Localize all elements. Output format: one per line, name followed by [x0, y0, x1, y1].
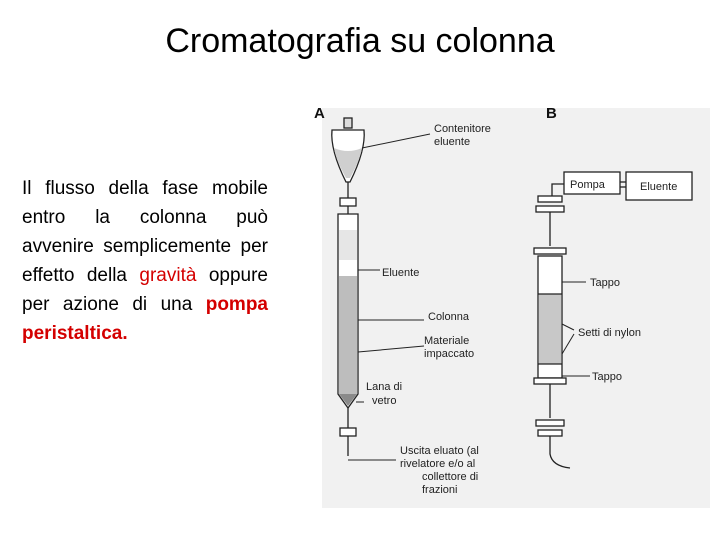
bottom-fitting-2 — [538, 430, 562, 436]
packed-material — [339, 276, 357, 394]
slide-title: Cromatografia su colonna — [165, 22, 555, 60]
funnel-stopcock — [340, 198, 356, 206]
label-container-2: eluente — [434, 136, 471, 148]
diagram-svg — [300, 98, 710, 508]
label-outlet-2: rivelatore e/o al — [400, 458, 476, 470]
label-packed-2: impaccato — [424, 348, 475, 360]
paragraph-text-2: oppure per azione di una — [22, 265, 268, 315]
label-container-1: Contenitore — [434, 123, 491, 135]
body-paragraph — [22, 174, 268, 348]
label-outlet-3: collettore di — [422, 471, 479, 483]
label-eluent-a: Eluente — [382, 267, 420, 279]
label-eluent-b: Eluente — [640, 181, 678, 193]
bottom-flange — [534, 378, 566, 384]
panel-a-label: A — [314, 105, 325, 122]
paragraph-text-1: Il flusso della fase mobile entro la colonna può avvenire semplicemente per effetto della — [22, 178, 268, 286]
label-wool-1: Lana di — [366, 381, 403, 393]
label-wool-2: vetro — [372, 395, 397, 407]
label-cap-top: Tappo — [590, 277, 620, 289]
top-fitting-2 — [536, 206, 564, 212]
top-flange — [534, 248, 566, 254]
gravity-highlight: gravità — [139, 265, 197, 286]
label-cap-bottom: Tappo — [592, 371, 622, 383]
label-outlet-1: Uscita eluato (al — [400, 445, 479, 457]
column-chromatography-figure — [300, 98, 710, 508]
label-pump: Pompa — [570, 179, 605, 191]
bottom-fitting-1 — [536, 420, 564, 426]
eluent-layer — [339, 230, 357, 260]
panel-b-label: B — [546, 105, 557, 122]
pump-highlight: pompa peristaltica. — [22, 294, 268, 344]
funnel-stopper — [344, 118, 352, 128]
column-stopcock — [340, 428, 356, 436]
label-column: Colonna — [428, 311, 469, 323]
label-nylon: Setti di nylon — [578, 327, 641, 339]
top-fitting-1 — [538, 196, 562, 202]
label-outlet-4: frazioni — [422, 484, 458, 496]
label-packed-1: Materiale — [424, 335, 470, 347]
column-b-packing — [539, 294, 561, 364]
figure-background — [322, 108, 710, 508]
